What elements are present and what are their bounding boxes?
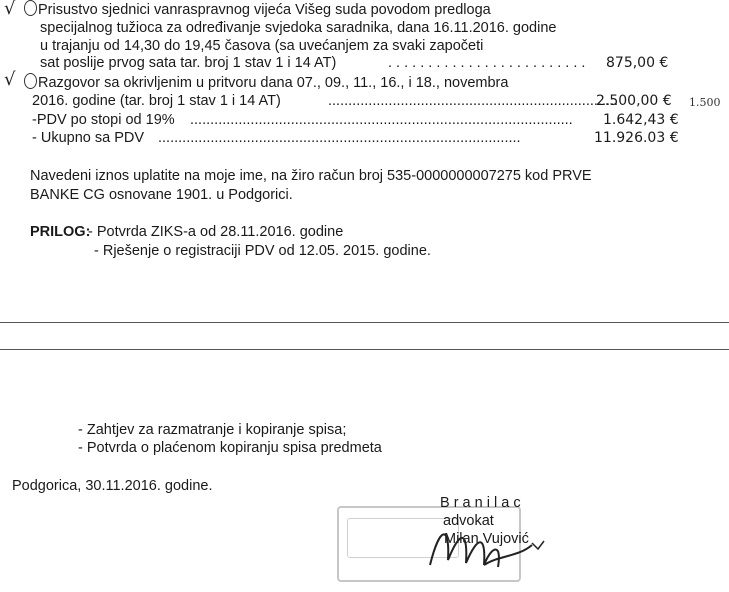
signoff-name: Milan Vujović — [444, 531, 529, 547]
payment-line1: Navedeni iznos uplatite na moje ime, na žiro račun broj 535-0000000007275 kod PRVE — [30, 168, 592, 184]
page-divider-bottom — [0, 349, 729, 350]
dot-leader: ........................................................................ — [328, 93, 619, 109]
item1-line2: specijalnog tužioca za određivanje svjedoka saradnika, dana 16.11.2016. godine — [40, 20, 557, 36]
check-mark-icon: √ — [4, 0, 16, 19]
circle-mark-icon — [24, 0, 37, 16]
item1-line3: u trajanju od 14,30 do 19,45 časova (sa uvećanjem za svaki započeti — [40, 38, 484, 54]
signoff-role: B r a n i l a c — [440, 495, 521, 511]
attachment-item1: - Zahtjev za razmatranje i kopiranje spisa; — [78, 422, 347, 438]
dot-leader: . . . . . . . . . . . . . . . . . . . . . . . . . — [388, 55, 586, 71]
page-divider-top — [0, 322, 729, 323]
prilog-label: PRILOG: — [30, 224, 91, 240]
payment-line2: BANKE CG osnovane 1901. u Podgorici. — [30, 187, 293, 203]
dot-leader: ............................................................................................... — [190, 112, 573, 128]
check-mark-icon: √ — [4, 69, 16, 90]
handwritten-signature — [420, 505, 560, 585]
attachment-item2: - Potvrda o plaćenom kopiranju spisa predmeta — [78, 440, 382, 456]
dot-leader: .......................................................................................... — [158, 130, 521, 146]
signoff-title: advokat — [443, 513, 494, 529]
item2-amount: 2.500,00 € — [596, 93, 672, 109]
item1-line1: Prisustvo sjednici vanraspravnog vijeća Višeg suda povodom predloga — [24, 0, 491, 19]
total-label: - Ukupno sa PDV — [32, 130, 145, 146]
total-amount: 11.926.03 € — [594, 130, 679, 146]
item2-line2: 2016. godine (tar. broj 1 stav 1 i 14 AT) — [32, 93, 281, 109]
pdv-amount: 1.642,43 € — [603, 112, 679, 128]
item1-amount: 875,00 € — [606, 55, 669, 71]
handwritten-margin-note: 1.500 — [689, 96, 721, 109]
item2-line1: Razgovor sa okrivljenim u pritvoru dana 07., 09., 11., 16., i 18., novembra — [24, 73, 508, 92]
prilog-item1: - Potvrda ZIKS-a od 28.11.2016. godine — [88, 224, 344, 240]
prilog-item2: - Rješenje o registraciji PDV od 12.05. 2015. godine. — [94, 243, 431, 259]
place-date: Podgorica, 30.11.2016. godine. — [12, 478, 213, 494]
pdv-label: -PDV po stopi od 19% — [32, 112, 175, 128]
circle-mark-icon — [24, 73, 37, 89]
item1-line4: sat poslije prvog sata tar. broj 1 stav 1 i 14 AT) — [40, 55, 337, 71]
